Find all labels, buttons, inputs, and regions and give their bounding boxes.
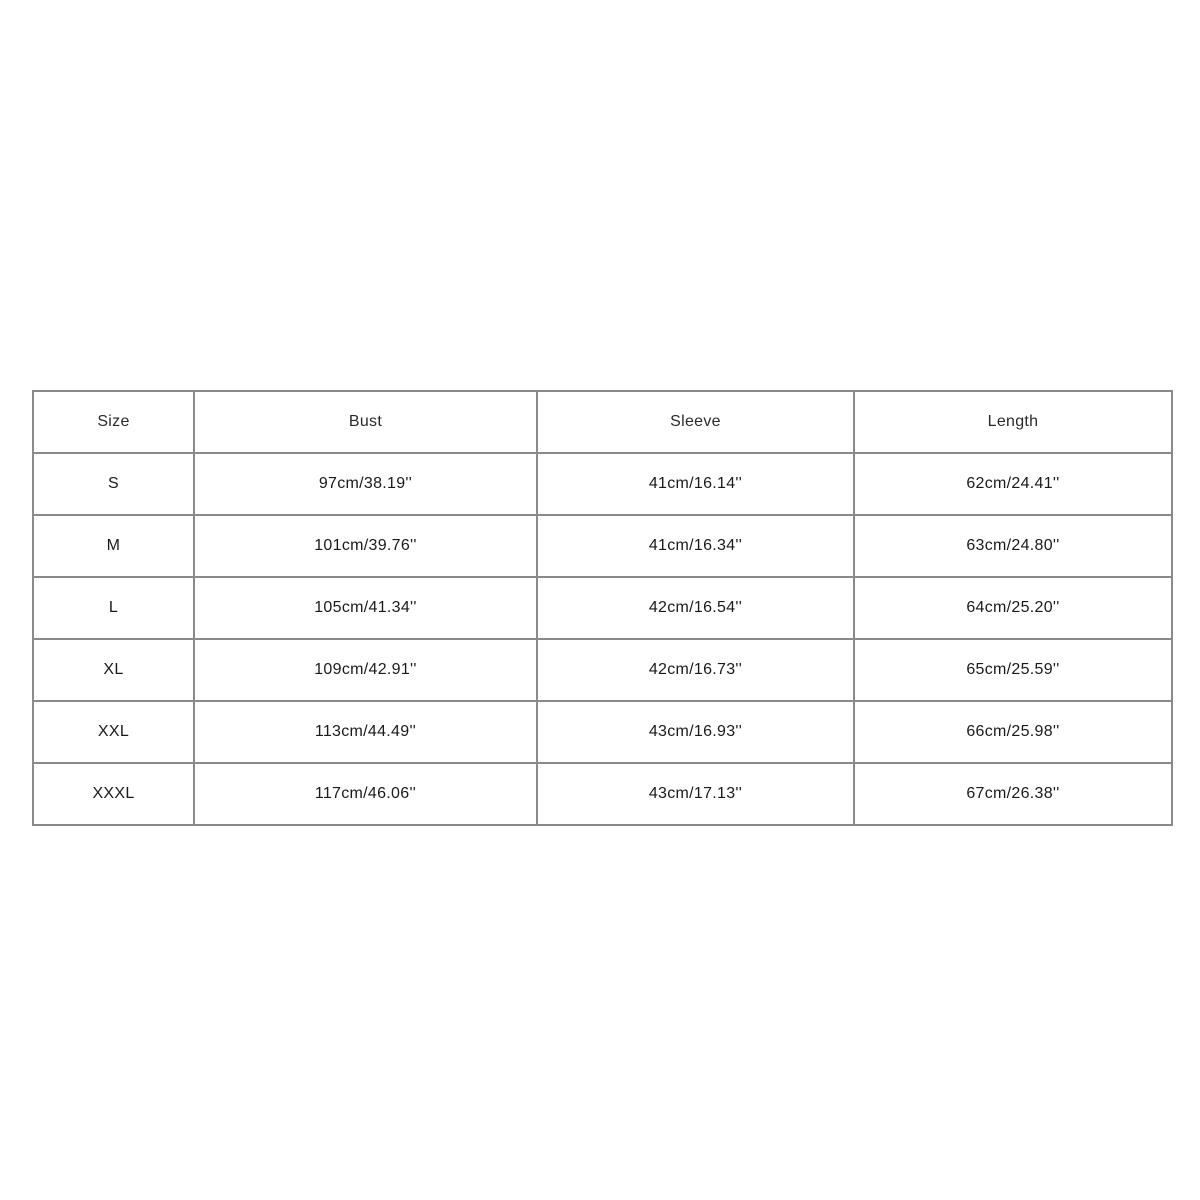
cell-sleeve: 42cm/16.54'': [537, 577, 854, 639]
cell-length: 64cm/25.20'': [854, 577, 1172, 639]
table-row: [33, 453, 1172, 515]
table-row: [33, 577, 1172, 639]
cell-size: XXL: [33, 701, 194, 763]
cell-bust: 101cm/39.76'': [194, 515, 537, 577]
cell-bust: 105cm/41.34'': [194, 577, 537, 639]
cell-sleeve: 42cm/16.73'': [537, 639, 854, 701]
cell-size: L: [33, 577, 194, 639]
cell-sleeve: 41cm/16.14'': [537, 453, 854, 515]
cell-size: M: [33, 515, 194, 577]
cell-length: 62cm/24.41'': [854, 453, 1172, 515]
cell-bust: 113cm/44.49'': [194, 701, 537, 763]
cell-length: 66cm/25.98'': [854, 701, 1172, 763]
cell-sleeve: 43cm/16.93'': [537, 701, 854, 763]
table-body: [33, 453, 1172, 825]
cell-bust: 97cm/38.19'': [194, 453, 537, 515]
cell-size: XXXL: [33, 763, 194, 825]
cell-size: S: [33, 453, 194, 515]
table-row: [33, 701, 1172, 763]
cell-length: 63cm/24.80'': [854, 515, 1172, 577]
cell-length: 65cm/25.59'': [854, 639, 1172, 701]
cell-bust: 117cm/46.06'': [194, 763, 537, 825]
cell-size: XL: [33, 639, 194, 701]
header-sleeve: Sleeve: [537, 391, 854, 453]
header-length: Length: [854, 391, 1172, 453]
header-bust: Bust: [194, 391, 537, 453]
header-row: [33, 391, 1172, 453]
cell-length: 67cm/26.38'': [854, 763, 1172, 825]
table-row: [33, 515, 1172, 577]
cell-sleeve: 43cm/17.13'': [537, 763, 854, 825]
cell-bust: 109cm/42.91'': [194, 639, 537, 701]
table-row: [33, 639, 1172, 701]
size-chart-table: [32, 390, 1173, 826]
table-row: [33, 763, 1172, 825]
table-header: [33, 391, 1172, 453]
header-size: Size: [33, 391, 194, 453]
cell-sleeve: 41cm/16.34'': [537, 515, 854, 577]
